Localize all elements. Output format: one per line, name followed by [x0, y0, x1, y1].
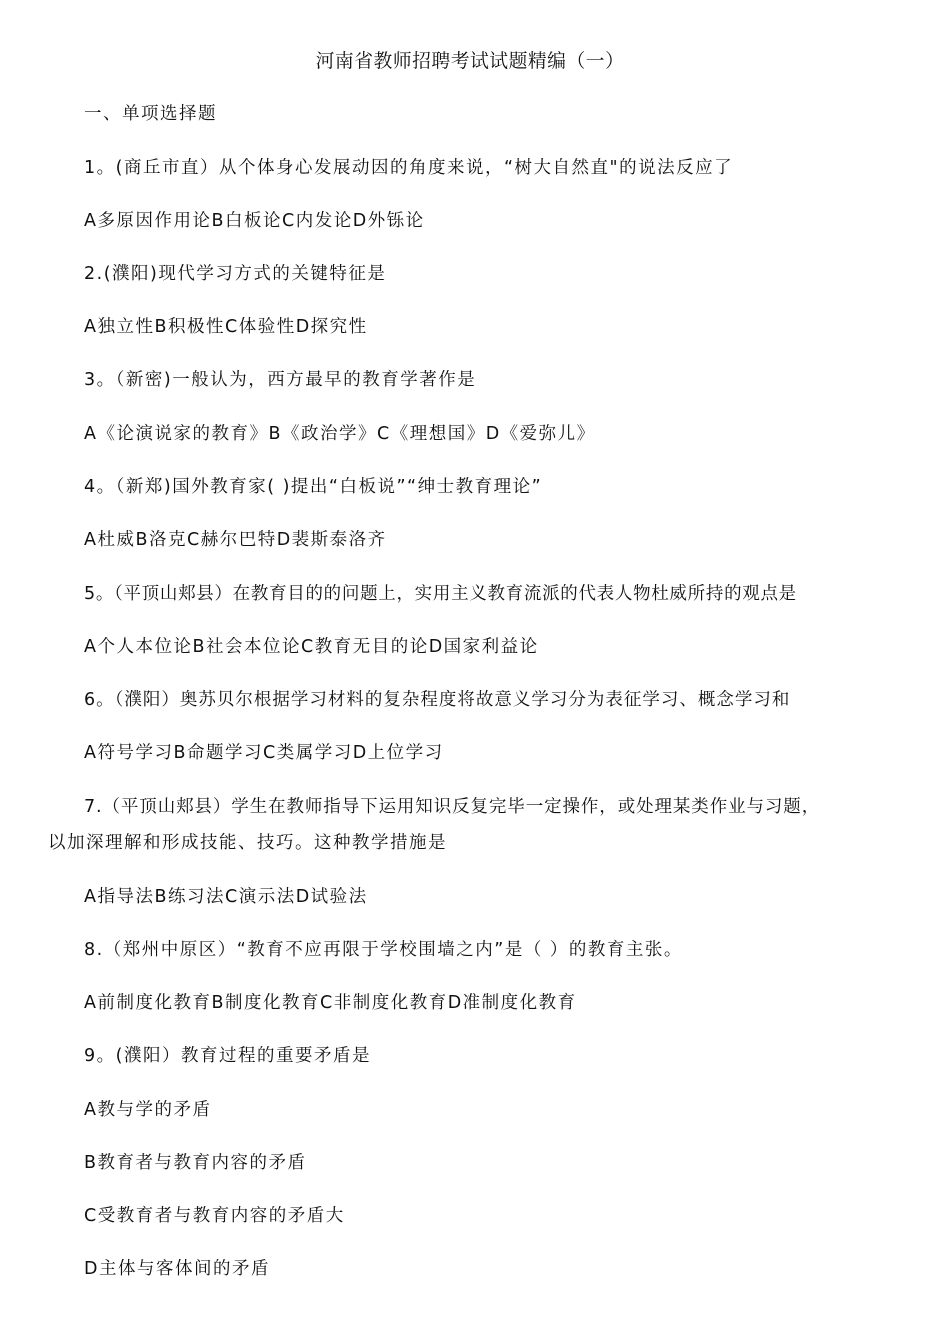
question-1-options: A多原因作用论B白板论C内发论D外铄论	[84, 211, 425, 231]
question-7-options: A指导法B练习法C演示法D试验法	[84, 887, 368, 907]
section-heading: 一、单项选择题	[84, 104, 217, 124]
question-9-option-c: C受教育者与教育内容的矛盾大	[84, 1206, 345, 1226]
question-6: 6。（濮阳）奥苏贝尔根据学习材料的复杂程度将故意义学习分为表征学习、概念学习和	[84, 690, 791, 710]
question-8: 8.（郑州中原区）“教育不应再限于学校围墙之内”是（ ）的教育主张。	[84, 940, 683, 960]
question-9: 9。(濮阳）教育过程的重要矛盾是	[84, 1046, 371, 1066]
question-1: 1。(商丘市直）从个体身心发展动因的角度来说，“树大自然直"的说法反应了	[84, 158, 734, 178]
question-3-options: A《论演说家的教育》B《政治学》C《理想国》D《爱弥儿》	[84, 424, 596, 444]
question-5: 5。（平顶山郏县）在教育目的的问题上，实用主义教育流派的代表人物杜威所持的观点是	[84, 584, 797, 604]
question-4: 4。（新郑)国外教育家( )提出“白板说”“绅士教育理论”	[84, 477, 543, 497]
question-7-continued: 以加深理解和形成技能、技巧。这种教学措施是	[48, 833, 447, 853]
question-2: 2.(濮阳)现代学习方式的关键特征是	[84, 264, 387, 284]
question-4-options: A杜威B洛克C赫尔巴特D裴斯泰洛齐	[84, 530, 387, 550]
question-5-options: A个人本位论B社会本位论C教育无目的论D国家利益论	[84, 637, 539, 657]
question-8-options: A前制度化教育B制度化教育C非制度化教育D准制度化教育	[84, 993, 577, 1013]
question-3: 3。（新密)一般认为，西方最早的教育学著作是	[84, 370, 477, 390]
question-9-option-a: A教与学的矛盾	[84, 1100, 212, 1120]
question-6-options: A符号学习B命题学习C类属学习D上位学习	[84, 743, 444, 763]
question-2-options: A独立性B积极性C体验性D探究性	[84, 317, 368, 337]
question-9-option-d: D主体与客体间的矛盾	[84, 1259, 270, 1279]
question-7: 7.（平顶山郏县）学生在教师指导下运用知识反复完毕一定操作，或处理某类作业与习题，	[84, 797, 821, 817]
question-9-option-b: B教育者与教育内容的矛盾	[84, 1153, 307, 1173]
document-title: 河南省教师招聘考试试题精编（一）	[315, 50, 625, 72]
